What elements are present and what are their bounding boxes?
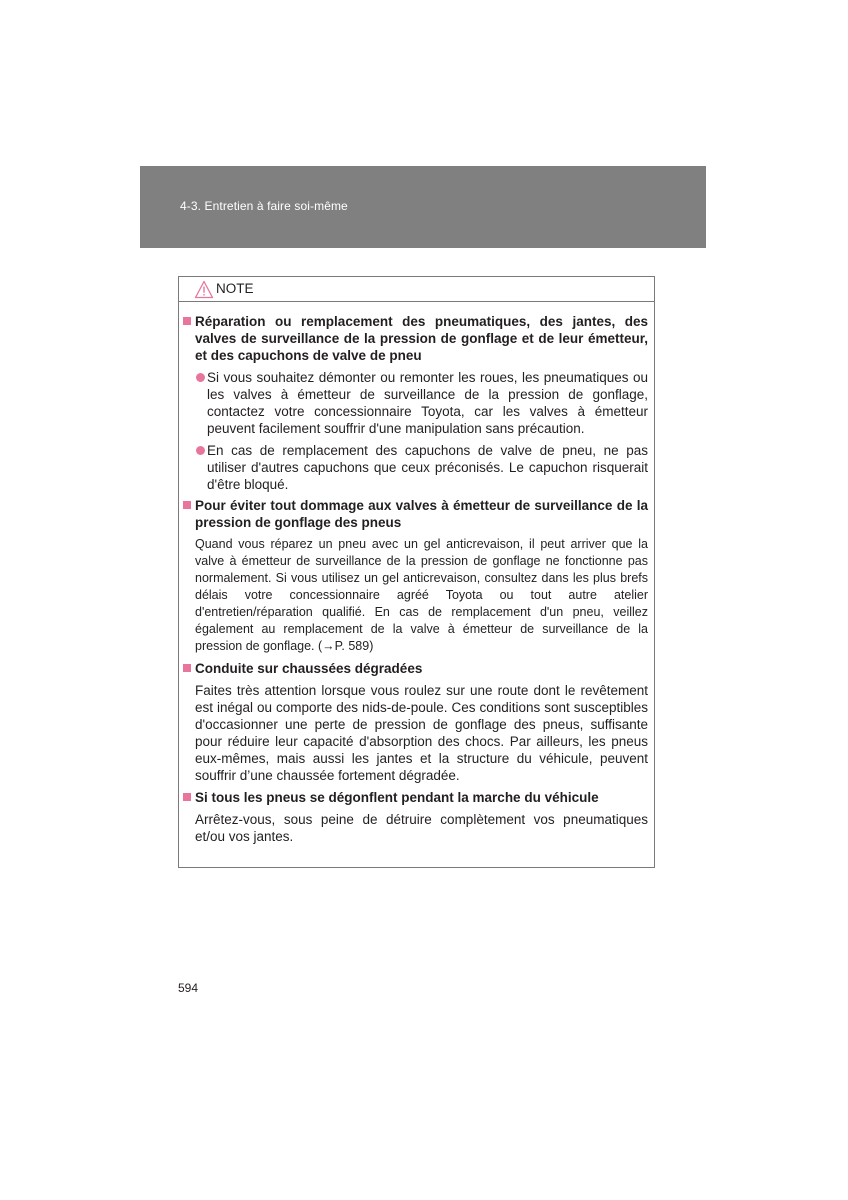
- section-body: Arrêtez-vous, sous peine de détruire complètement vos pneumatiques et/ou vos jantes.: [195, 812, 648, 844]
- section-heading: [179, 313, 654, 364]
- round-bullet-icon: [196, 446, 205, 455]
- warning-triangle-icon: [194, 280, 214, 299]
- square-bullet-icon: [183, 501, 191, 509]
- note-content: [179, 313, 654, 845]
- section-heading: [179, 660, 654, 677]
- round-bullet-icon: [196, 373, 205, 382]
- list-item-text: Si vous souhaitez démonter ou remonter les roues, les pneumatiques ou les valves à émetteur de surveillance de la pression de gonflage, contactez votre concessionnaire Toyota, car les valves à émetteur peuvent facilement souffrir d'une manipulation sans précaution.: [207, 370, 648, 436]
- section-heading-text: Réparation ou remplacement des pneumatiques, des jantes, des valves de surveillance de la pression de gonflage et de leur émetteur, et des capuchons de valve de pneu: [195, 314, 648, 363]
- square-bullet-icon: [183, 317, 191, 325]
- section-header-band: [140, 166, 706, 248]
- square-bullet-icon: [183, 664, 191, 672]
- section-heading: [179, 497, 654, 531]
- section-heading-text: Si tous les pneus se dégonflent pendant la marche du véhicule: [195, 790, 599, 805]
- section-body: Quand vous réparez un pneu avec un gel anticrevaison, il peut arriver que la valve à émetteur de surveillance de la pression de gonflage ne fonctionne pas normalement. Si vous utilisez un gel anticrevaison, consultez dans les plus brefs délais votre concessionnaire agréé Toyota ou tout autre atelier d'entretien/réparation qualifié. En cas de remplacement d'un pneu, veillez également au remplacement de la valve à émetteur de surveillance de la pression de gonflage. (→P. 589): [195, 537, 648, 653]
- section-heading: [179, 789, 654, 806]
- section-heading-text: Pour éviter tout dommage aux valves à émetteur de surveillance de la pression de gonflage des pneus: [195, 498, 648, 530]
- note-header: [179, 277, 654, 302]
- section-body: Faites très attention lorsque vous roulez sur une route dont le revêtement est inégal ou comporte des nids-de-poule. Ces conditions sont susceptibles d'occasionner une perte de pression de gonflage des pneus, suffisante pour réduire leur capacité d'absorption des chocs. Par ailleurs, les pneus eux-mêmes, mais aussi les jantes et la structure du véhicule, peuvent souffrir d’une chaussée fortement dégradée.: [195, 683, 648, 783]
- list-item: [179, 369, 654, 437]
- section-heading-text: Conduite sur chaussées dégradées: [195, 661, 423, 676]
- square-bullet-icon: [183, 793, 191, 801]
- section-title: 4-3. Entretien à faire soi-même: [180, 199, 348, 213]
- note-label: NOTE: [216, 281, 254, 296]
- note-box: [178, 276, 655, 868]
- page-number: 594: [178, 981, 199, 995]
- list-item: [179, 442, 654, 493]
- list-item-text: En cas de remplacement des capuchons de valve de pneu, ne pas utiliser d'autres capuchons que ceux préconisés. Le capuchon risquerait d'être bloqué.: [207, 443, 648, 492]
